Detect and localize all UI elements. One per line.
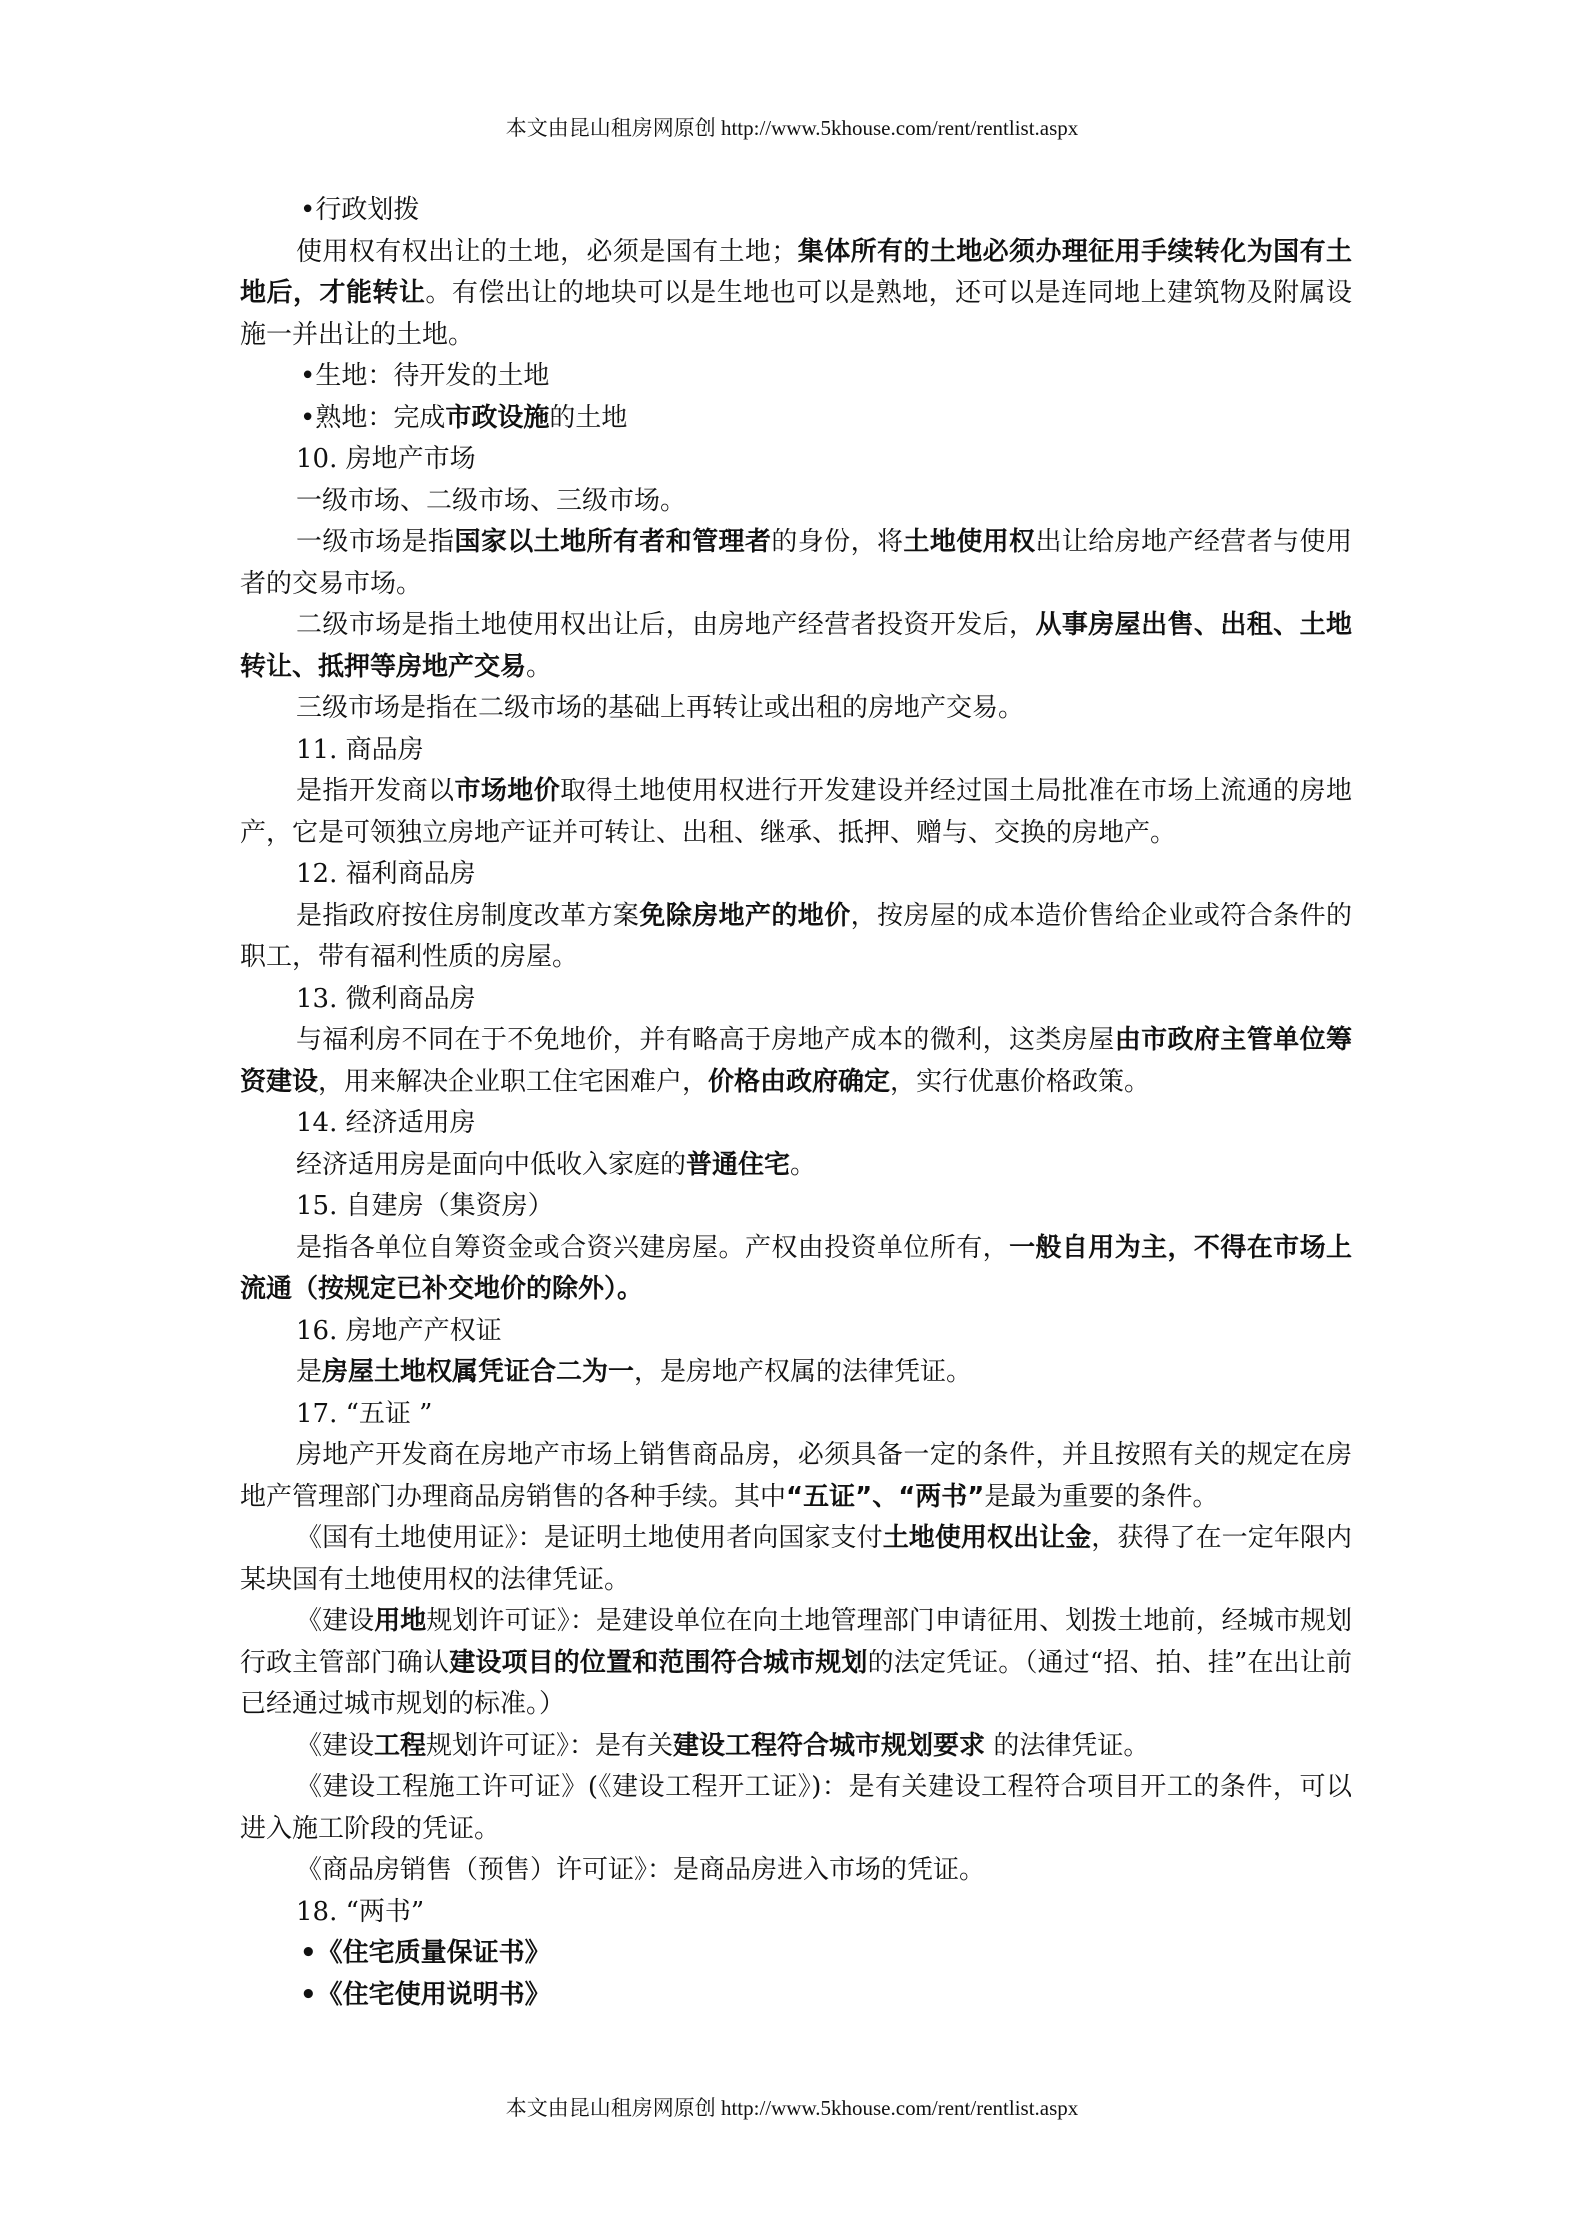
- paragraph-10d: 三级市场是指在二级市场的基础上再转让或出租的房地产交易。: [296, 693, 1025, 723]
- page-footer: 本文由昆山租房网原创 http://www.5khouse.com/rent/rentlist.aspx: [505, 2096, 1079, 2120]
- bullet-raw-land: •生地：待开发的土地: [300, 361, 550, 391]
- paragraph-10a: 一级市场、二级市场、三级市场。: [296, 485, 687, 516]
- paragraph-13: 与福利房不同在于不免地价，并有略高于房地产成本的微利，这类房屋由市政府主管单位筹资建设，用来解决企业职工住宅困难户，价格由政府确定，实行优惠价格政策。: [240, 1025, 1352, 1097]
- paragraph-17d: 《建设工程规划许可证》：是有关建设工程符合城市规划要求 的法律凭证。: [296, 1730, 1150, 1761]
- heading-12: 12. 福利商品房: [296, 859, 476, 889]
- heading-17: 17. “五证 ”: [296, 1398, 433, 1429]
- heading-16: 16. 房地产产权证: [296, 1315, 502, 1346]
- paragraph-10b: 一级市场是指国家以土地所有者和管理者的身份，将土地使用权出让给房地产经营者与使用者的交易市场。: [240, 527, 1352, 599]
- paragraph-17e: 《建设工程施工许可证》(《建设工程开工证》)：是有关建设工程符合项目开工的条件，可以进入施工阶段的凭证。: [240, 1772, 1352, 1844]
- paragraph-17a: 房地产开发商在房地产市场上销售商品房，必须具备一定的条件，并且按照有关的规定在房地产管理部门办理商品房销售的各种手续。其中“五证”、“两书”是最为重要的条件。: [240, 1440, 1352, 1512]
- page-header: 本文由昆山租房网原创 http://www.5khouse.com/rent/rentlist.aspx: [505, 116, 1079, 140]
- heading-13: 13. 微利商品房: [296, 983, 476, 1014]
- bullet-usage-manual: •《住宅使用说明书》: [300, 1979, 551, 2010]
- paragraph-17f: 《商品房销售（预售）许可证》：是商品房进入市场的凭证。: [296, 1855, 986, 1885]
- paragraph-10c: 二级市场是指土地使用权出让后，由房地产经营者投资开发后，从事房屋出售、出租、土地转让、抵押等房地产交易。: [240, 610, 1352, 682]
- bullet-allocation: •行政划拨: [300, 195, 420, 225]
- heading-15: 15. 自建房（集资房）: [296, 1191, 554, 1221]
- paragraph-15: 是指各单位自筹资金或合资兴建房屋。产权由投资单位所有，一般自用为主，不得在市场上流通（按规定已补交地价的除外）。: [240, 1232, 1352, 1304]
- heading-10: 10. 房地产市场: [296, 444, 476, 474]
- paragraph-14: 经济适用房是面向中低收入家庭的普通住宅。: [296, 1149, 817, 1180]
- document-body: [240, 190, 1352, 2016]
- paragraph-17b: 《国有土地使用证》：是证明土地使用者向国家支付土地使用权出让金，获得了在一定年限内某块国有土地使用权的法律凭证。: [240, 1523, 1352, 1595]
- paragraph-11: 是指开发商以市场地价取得土地使用权进行开发建设并经过国土局批准在市场上流通的房地产，它是可领独立房地产证并可转让、出租、继承、抵押、赠与、交换的房地产。: [240, 776, 1352, 848]
- bullet-developed-land: •熟地：完成市政设施的土地: [300, 402, 628, 433]
- paragraph-12: 是指政府按住房制度改革方案免除房地产的地价，按房屋的成本造价售给企业或符合条件的职工，带有福利性质的房屋。: [240, 900, 1352, 972]
- paragraph-land-transfer: 使用权有权出让的土地，必须是国有土地；集体所有的土地必须办理征用手续转化为国有土地后，才能转让。有偿出让的地块可以是生地也可以是熟地，还可以是连同地上建筑物及附属设施一并出让的土地。: [240, 236, 1352, 350]
- paragraph-16: 是房屋土地权属凭证合二为一，是房地产权属的法律凭证。: [296, 1357, 973, 1387]
- heading-14: 14. 经济适用房: [296, 1108, 476, 1138]
- bullet-quality-guarantee: •《住宅质量保证书》: [300, 1938, 551, 1968]
- heading-11: 11. 商品房: [296, 734, 424, 765]
- paragraph-17c: 《建设用地规划许可证》：是建设单位在向土地管理部门申请征用、划拨土地前，经城市规划行政主管部门确认建设项目的位置和范围符合城市规划的法定凭证。（通过“招、拍、挂”在出让前已经通过城市规划的标准。）: [240, 1606, 1352, 1719]
- heading-18: 18. “两书”: [296, 1896, 425, 1927]
